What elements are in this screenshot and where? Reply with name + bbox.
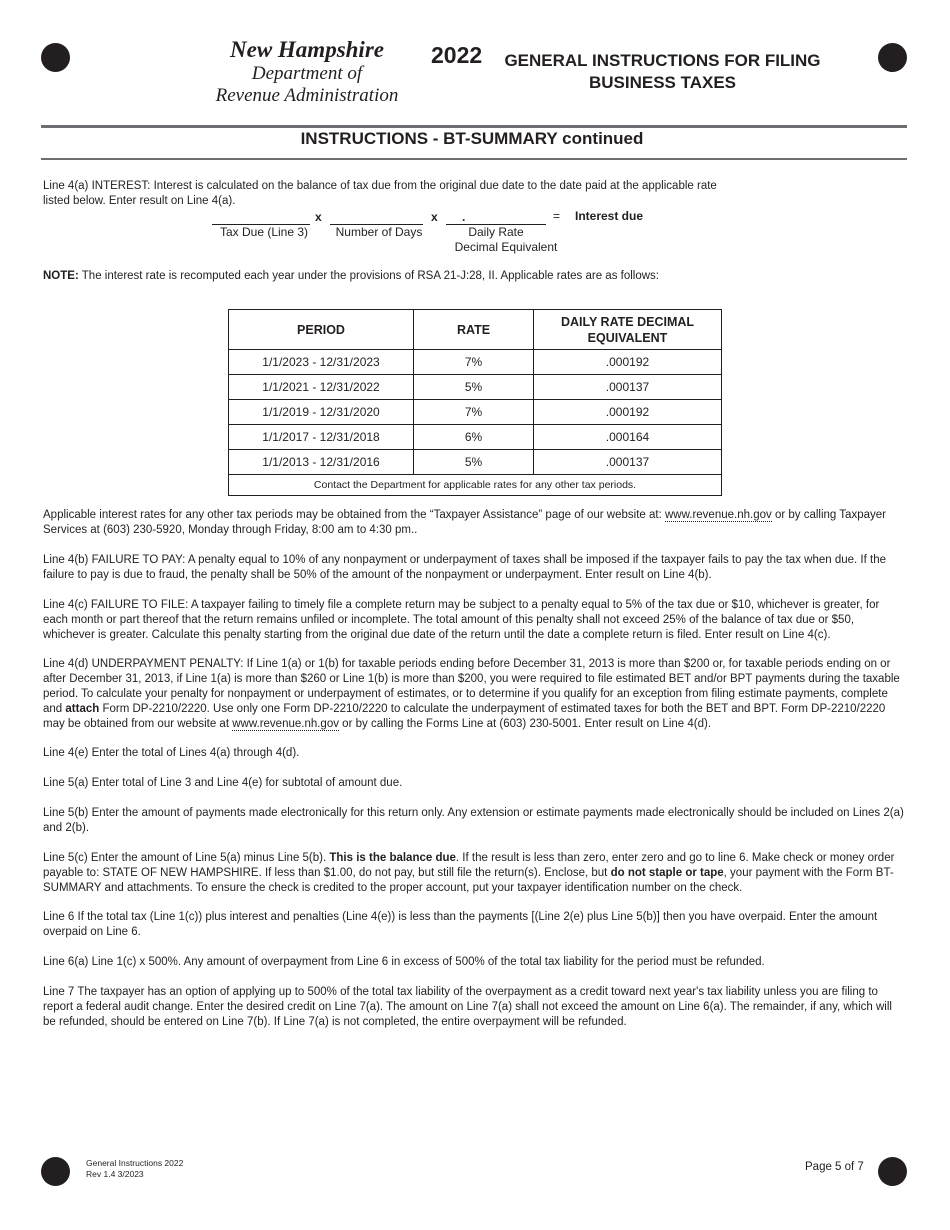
- line-4d-paragraph: [43, 657, 907, 732]
- line-6a-paragraph: Line 6(a) Line 1(c) x 500%. Any amount of overpayment from Line 6 in excess of 500% of the total tax liability for the period must be refunded.: [43, 956, 765, 968]
- interest-rate-table: [228, 309, 722, 496]
- note-paragraph: [43, 269, 907, 284]
- footer-revision: Rev 1.4 3/2023: [86, 1169, 144, 1179]
- table-footnote-row: [229, 475, 722, 496]
- cell-rate: 5%: [414, 450, 534, 475]
- applicable-rates-paragraph: [43, 508, 907, 538]
- note-text: The interest rate is recomputed each year under the provisions of RSA 21-J:28, II. Applicable rates are as follows:: [78, 270, 659, 282]
- document-title: [500, 50, 825, 94]
- cell-period: 1/1/2017 - 12/31/2018: [229, 425, 414, 450]
- agency-state: New Hampshire: [230, 37, 384, 62]
- cell-daily-rate: .000164: [534, 425, 722, 450]
- document-title-line1: GENERAL INSTRUCTIONS FOR FILING: [504, 51, 821, 70]
- formula-times-1: x: [315, 210, 322, 224]
- line-4d-text-2: Form DP-2210/2220. Use only one Form DP-2210/2220 to calculate the underpayment of estimated taxes for both the BET and BPT. Form DP-2210/2220 may be obtained from our website at: [43, 703, 886, 730]
- cell-rate: 6%: [414, 425, 534, 450]
- cell-period: 1/1/2013 - 12/31/2016: [229, 450, 414, 475]
- formula-label-tax-due: Tax Due (Line 3): [219, 225, 309, 239]
- formula-result-label: Interest due: [575, 209, 644, 223]
- cell-period: 1/1/2023 - 12/31/2023: [229, 350, 414, 375]
- line-6-paragraph: Line 6 If the total tax (Line 1(c)) plus interest and penalties (Line 4(e)) is less than the payments [(Line 2(e) plus Line 5(b)] then you have overpaid. Enter the amount overpaid on Line 6.: [43, 911, 878, 938]
- document-title-line2: BUSINESS TAXES: [588, 73, 737, 92]
- form-year: 2022: [431, 42, 483, 68]
- line-5c-no-staple: do not staple or tape: [610, 867, 724, 879]
- line-5c-paragraph: [43, 851, 907, 896]
- line-4c-paragraph: Line 4(c) FAILURE TO FILE: A taxpayer failing to timely file a complete return may be subject to a penalty equal to 5% of the tax due or $10, whichever is greater, for each month or part thereof that the return remains unfiled or incomplete. The total amount of this penalty shall not exceed 25% of the balance of tax due or $50, whichever is greater. Calculate this penalty starting from the original due date of the return until the date a complete return is filed. Enter result on Line 4(c).: [43, 599, 880, 641]
- cell-period: 1/1/2019 - 12/31/2020: [229, 400, 414, 425]
- formula-label-rate-2: Decimal Equivalent: [454, 240, 558, 254]
- line-5c-text-1: Line 5(c) Enter the amount of Line 5(a) minus Line 5(b).: [43, 852, 330, 864]
- line-5c-text-3: , your payment with the Form BT-SUMMARY and attachments. To ensure the check is credited to the proper account, put your taxpayer identification number on the check.: [43, 867, 894, 894]
- table-row: [229, 450, 722, 475]
- registration-mark-bottom-left: [41, 1157, 70, 1186]
- revenue-website-link[interactable]: www.revenue.nh.gov: [664, 509, 772, 521]
- cell-daily-rate: .000137: [534, 375, 722, 400]
- note-label: NOTE:: [43, 270, 79, 282]
- applicable-text-end: or by calling Taxpayer Services at (603) 230-5920, Monday through Friday, 8:00 am to 4:30 pm..: [43, 509, 886, 536]
- forms-website-link[interactable]: www.revenue.nh.gov: [232, 718, 339, 730]
- registration-mark-bottom-right: [878, 1157, 907, 1186]
- line-4e-paragraph: Line 4(e) Enter the total of Lines 4(a) through 4(d).: [43, 747, 300, 759]
- registration-mark-top-right: [878, 43, 907, 72]
- line-4d-attach: attach: [65, 703, 100, 715]
- agency-name: [195, 36, 419, 107]
- formula-equals: =: [553, 209, 561, 223]
- cell-daily-rate: .000192: [534, 350, 722, 375]
- page-number: Page 5 of 7: [805, 1161, 864, 1173]
- agency-division: Revenue Administration: [215, 85, 399, 106]
- line-5c-balance-due: This is the balance due: [329, 852, 456, 864]
- agency-department: Department of: [251, 63, 363, 84]
- line-4d-text-3: or by calling the Forms Line at (603) 230-5001. Enter result on Line 4(d).: [338, 718, 712, 730]
- table-header-row: [229, 310, 722, 350]
- cell-daily-rate: .000137: [534, 450, 722, 475]
- line-4a-paragraph: Line 4(a) INTEREST: Interest is calculated on the balance of tax due from the original due date to the date paid at the applicable rate listed below. Enter result on Line 4(a).: [43, 180, 717, 207]
- formula-label-days: Number of Days: [335, 225, 423, 239]
- column-header-daily-rate-text: DAILY RATE DECIMAL EQUIVALENT: [560, 314, 695, 345]
- footer-doc-info: [86, 1158, 183, 1180]
- applicable-text-start: Applicable interest rates for any other tax periods may be obtained from the “Taxpayer Assistance” page of our website at:: [43, 509, 665, 521]
- line-7-paragraph: Line 7 The taxpayer has an option of applying up to 500% of the total tax liability of the overpayment as a credit toward next year's tax liability unless you are filing to report a federal audit change. Enter the desired credit on Line 7(a). The amount on Line 7(a) shall not exceed the amount on Line 6(a). The remainder, if any, which will be refunded, should be entered on Line 7(b). If Line 7(a) is not completed, the entire overpayment will be refunded.: [43, 986, 892, 1028]
- header-rule-bottom: [41, 158, 907, 160]
- table-footnote: Contact the Department for applicable rates for any other tax periods.: [229, 475, 722, 496]
- section-subtitle: INSTRUCTIONS - BT-SUMMARY continued: [300, 129, 644, 148]
- line-5b-paragraph: Line 5(b) Enter the amount of payments made electronically for this return only. Any extension or estimate payments made electronically should be included on Lines 2(a) and 2(b).: [43, 807, 904, 834]
- formula-decimal-point: .: [462, 210, 466, 224]
- column-header-period: PERIOD: [229, 310, 414, 350]
- table-row: [229, 425, 722, 450]
- registration-mark-top-left: [41, 43, 70, 72]
- formula-label-rate-1: Daily Rate: [468, 225, 524, 239]
- cell-rate: 7%: [414, 400, 534, 425]
- cell-daily-rate: .000192: [534, 400, 722, 425]
- line-5c-text-2: . If the result is less than zero, enter zero and go to line 6. Make check or money order payable to: STATE OF NEW HAMPSHIRE. If less than $1.00, do not pay, but still file the return(s). Enclose, but: [43, 852, 895, 879]
- cell-period: 1/1/2021 - 12/31/2022: [229, 375, 414, 400]
- column-header-rate: RATE: [414, 310, 534, 350]
- cell-rate: 5%: [414, 375, 534, 400]
- formula-times-2: x: [431, 210, 438, 224]
- column-header-daily-rate: [534, 310, 722, 350]
- header-rule-top: [41, 125, 907, 128]
- table-row: [229, 400, 722, 425]
- table-row: [229, 350, 722, 375]
- footer-doc-name: General Instructions 2022: [86, 1158, 184, 1168]
- line-4b-paragraph: Line 4(b) FAILURE TO PAY: A penalty equal to 10% of any nonpayment or underpayment of taxes shall be imposed if the taxpayer fails to pay the tax when due. If the failure to pay is due to fraud, the penalty shall be 50% of the amount of the nonpayment or underpayment. Enter result on Line 4(b).: [43, 554, 886, 581]
- table-row: [229, 375, 722, 400]
- line-5a-paragraph: Line 5(a) Enter total of Line 3 and Line 4(e) for subtotal of amount due.: [43, 777, 403, 789]
- line-4d-text-1: Line 4(d) UNDERPAYMENT PENALTY: If Line 1(a) or 1(b) for taxable periods ending before December 31, 2013 is more than $200 or, for taxable periods ending on or after December 31, 2013, if Line 1(a) is more than $260 or Line 1(b) is more than $200, you were required to file estimated BET and/or BPT payments during the taxable period. To calculate your penalty for nonpayment or underpayment of estimates, or to determine if you qualify for an exception from filing estimate payments, complete and: [43, 658, 900, 715]
- cell-rate: 7%: [414, 350, 534, 375]
